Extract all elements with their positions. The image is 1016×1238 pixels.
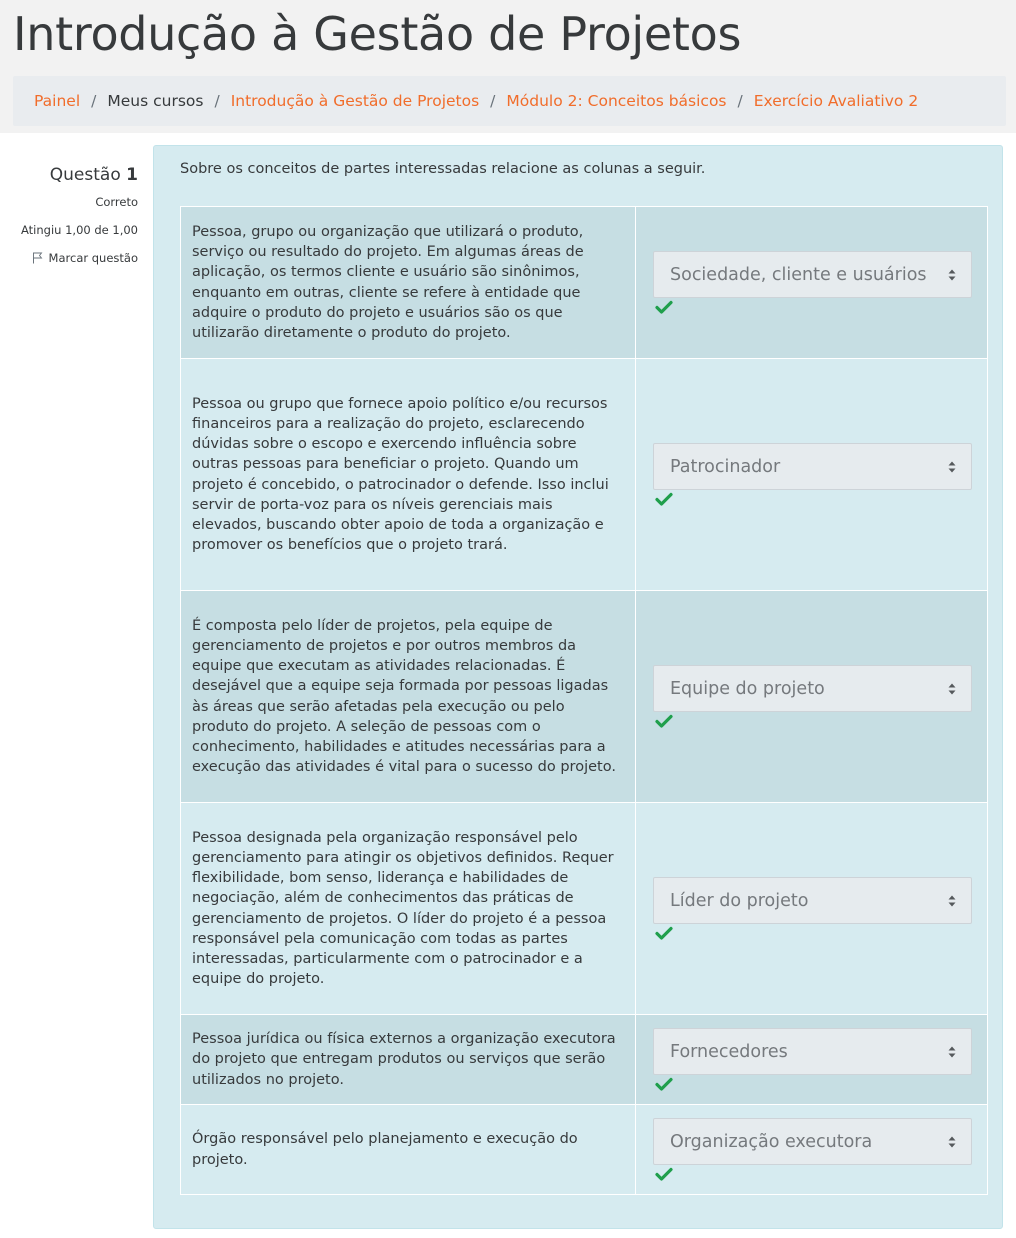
table-row xyxy=(181,1015,988,1105)
flag-question-label[interactable]: Marcar questão xyxy=(48,251,138,265)
select-arrows-icon xyxy=(947,894,957,908)
breadcrumb-exercise[interactable]: Exercício Avaliativo 2 xyxy=(753,92,919,110)
table-row xyxy=(181,803,988,1015)
check-icon xyxy=(655,1167,673,1181)
answer-stem: Pessoa designada pela organização responsável pelo gerenciamento para atingir os objetivos definidos. Requer flexibilidade, bom senso, liderança e habilidades de negociação, além de conhecimentos das práticas de gerenciamento de projetos. O líder do projeto é a pessoa responsável pela comunicação com todas as partes interessadas, particularmente com o patrocinador e a equipe do projeto. xyxy=(181,803,636,1015)
answer-control xyxy=(636,1105,988,1195)
question-number xyxy=(8,162,138,188)
question-state: Correto xyxy=(95,195,138,209)
select-arrows-icon xyxy=(947,1135,957,1149)
answer-select[interactable] xyxy=(653,1118,972,1165)
question-label: Questão xyxy=(49,165,121,185)
select-value: Equipe do projeto xyxy=(670,678,825,699)
answer-stem: Pessoa ou grupo que fornece apoio político e/ou recursos financeiros para a realização do projeto, esclarecendo dúvidas sobre o escopo e exercendo influência sobre outras pessoas para beneficiar o projeto. Quando um projeto é concebido, o patrocinador o defende. Isso inclui servir de porta-voz para os níveis gerenciais mais elevados, buscando obter apoio de toda a organização e promover os benefícios que o projeto trará. xyxy=(181,359,636,591)
answer-stem: É composta pelo líder de projetos, pela equipe de gerenciamento de projetos e por outros membros da equipe que executam as atividades relacionadas. É desejável que a equipe seja formada por pessoas ligadas às áreas que serão afetadas pela execução ou pelo produto do projeto. A seleção de pessoas com o conhecimento, habilidades e atitudes necessárias para a execução das atividades é vital para o sucesso do projeto. xyxy=(181,591,636,803)
answer-select[interactable] xyxy=(653,443,972,490)
answer-table xyxy=(180,206,988,1195)
breadcrumb-meus-cursos: Meus cursos xyxy=(107,92,204,110)
answer-select[interactable] xyxy=(653,1028,972,1075)
select-arrows-icon xyxy=(947,1045,957,1059)
breadcrumb-separator: / xyxy=(214,92,220,110)
table-row xyxy=(181,359,988,591)
question-text: Sobre os conceitos de partes interessadas relacione as colunas a seguir. xyxy=(180,161,706,177)
answer-select[interactable] xyxy=(653,665,972,712)
question-info xyxy=(8,162,138,266)
check-icon xyxy=(655,714,673,728)
breadcrumb-separator: / xyxy=(490,92,496,110)
breadcrumb-painel[interactable]: Painel xyxy=(34,92,81,110)
breadcrumb-course[interactable]: Introdução à Gestão de Projetos xyxy=(230,92,480,110)
check-icon xyxy=(655,300,673,314)
answer-select[interactable] xyxy=(653,251,972,298)
check-icon xyxy=(655,1077,673,1091)
page-title: Introdução à Gestão de Projetos xyxy=(13,7,742,61)
answer-control xyxy=(636,359,988,591)
flag-question-link[interactable] xyxy=(8,250,138,266)
table-row xyxy=(181,591,988,803)
select-value: Sociedade, cliente e usuários xyxy=(670,264,927,285)
breadcrumb-module[interactable]: Módulo 2: Conceitos básicos xyxy=(506,92,727,110)
select-value: Patrocinador xyxy=(670,456,781,477)
table-row xyxy=(181,1105,988,1195)
breadcrumb-separator: / xyxy=(737,92,743,110)
select-arrows-icon xyxy=(947,460,957,474)
answer-select[interactable] xyxy=(653,877,972,924)
select-value: Fornecedores xyxy=(670,1041,788,1062)
answer-stem: Pessoa jurídica ou física externos a organização executora do projeto que entregam produtos ou serviços que serão utilizados no projeto. xyxy=(181,1015,636,1105)
check-icon xyxy=(655,492,673,506)
breadcrumb xyxy=(13,76,1006,126)
select-value: Líder do projeto xyxy=(670,890,809,911)
question-content xyxy=(153,145,1003,1229)
select-arrows-icon xyxy=(947,268,957,282)
flag-icon[interactable] xyxy=(32,252,43,264)
question-grade: Atingiu 1,00 de 1,00 xyxy=(21,223,138,237)
answer-control xyxy=(636,1015,988,1105)
answer-stem: Pessoa, grupo ou organização que utilizará o produto, serviço ou resultado do projeto. Em algumas áreas de aplicação, os termos cliente e usuário são sinônimos, enquanto em outras, cliente se refere à entidade que adquire o produto do projeto e usuários são os que utilizarão diretamente o produto do projeto. xyxy=(181,207,636,359)
select-value: Organização executora xyxy=(670,1131,873,1152)
breadcrumb-separator: / xyxy=(91,92,97,110)
answer-stem: Órgão responsável pelo planejamento e execução do projeto. xyxy=(181,1105,636,1195)
check-icon xyxy=(655,926,673,940)
question-number-value: 1 xyxy=(126,165,138,185)
table-row xyxy=(181,207,988,359)
select-arrows-icon xyxy=(947,682,957,696)
answer-control xyxy=(636,591,988,803)
answer-control xyxy=(636,207,988,359)
answer-control xyxy=(636,803,988,1015)
